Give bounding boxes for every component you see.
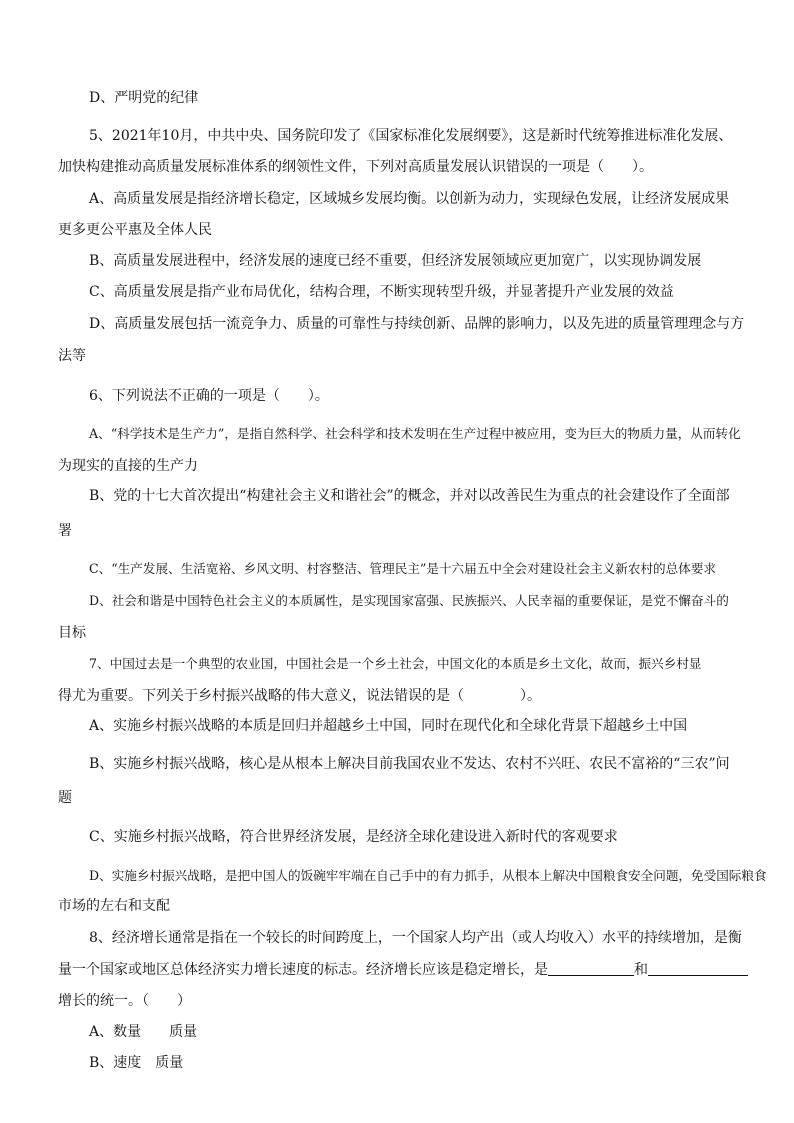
- q8-stem-line1: 8、经济增长通常是指在一个较长的时间跨度上，一个国家人均产出（或人均收入）水平的持续增加，是衡: [89, 930, 742, 946]
- q8-stem-line3: 增长的统一。（ ）: [58, 993, 191, 1009]
- q5-stem-line1: 5、2021年10月，中共中央、国务院印发了《国家标准化发展纲要》，这是新时代统筹推进标准化发展、: [89, 128, 733, 144]
- q7-option-c: C、实施乡村振兴战略，符合世界经济发展，是经济全球化建设进入新时代的客观要求: [89, 829, 618, 845]
- answer-blank-1: [548, 961, 634, 976]
- q8-option-a: [89, 1022, 197, 1042]
- q7-option-b-line1: B、实施乡村振兴战略，核心是从根本上解决目前我国农业不发达、农村不兴旺、农民不富裕的“三农”问: [89, 756, 730, 772]
- q5-option-c: C、高质量发展是指产业布局优化，结构合理，不断实现转型升级，并显著提升产业发展的效益: [89, 284, 674, 300]
- q5-option-a-line2: 更多更公平惠及全体人民: [58, 222, 212, 238]
- q8-option-a-value: 质量: [169, 1024, 198, 1040]
- q5-option-a-line1: A、高质量发展是指经济增长稳定，区域城乡发展均衡。以创新为动力，实现绿色发展，让经济发展成果: [89, 191, 730, 207]
- q5-option-b: B、高质量发展进程中，经济发展的速度已经不重要，但经济发展领域应更加宽广，以实现协调发展: [89, 253, 702, 269]
- q6-option-c: C、“生产发展、生活宽裕、乡风文明、村容整洁、管理民主”是十六届五中全会对建设社会主义新农村的总体要求: [89, 561, 717, 576]
- q8-stem-line2-text: 量一个国家或地区总体经济实力增长速度的标志。经济增长应该是稳定增长，是: [58, 962, 548, 978]
- q7-stem-line2: 得尤为重要。下列关于乡村振兴战略的伟大意义，说法错误的是（ ）。: [58, 688, 541, 704]
- answer-blank-2: [648, 961, 748, 976]
- q5-option-d-line1: D、高质量发展包括一流竞争力、质量的可靠性与持续创新、品牌的影响力，以及先进的质量管理理念与方: [89, 316, 745, 332]
- q6-stem: 6、下列说法不正确的一项是（ ）。: [89, 388, 329, 404]
- q8-option-b-label: B、速度: [89, 1055, 142, 1071]
- q8-stem-line2: [58, 960, 748, 980]
- q7-option-b-line2: 题: [58, 790, 72, 806]
- q5-stem-line2: 加快构建推动高质量发展标准体系的纲领性文件，下列对高质量发展认识错误的一项是（ ）。: [58, 159, 653, 175]
- q6-option-a-line1: A、“科学技术是生产力”，是指自然科学、社会科学和技术发明在生产过程中被应用，变为巨大的物质力量，从而转化: [89, 426, 741, 441]
- q8-option-b-value: 质量: [155, 1055, 184, 1071]
- q4-option-d: D、严明党的纪律: [89, 90, 199, 106]
- q8-stem-line2-and: 和: [634, 962, 648, 978]
- q6-option-b-line2: 署: [58, 523, 72, 539]
- q7-option-d-line2: 市场的左右和支配: [58, 898, 170, 914]
- q5-option-d-line2: 法等: [58, 348, 86, 364]
- q6-option-d-line1: D、社会和谐是中国特色社会主义的本质属性，是实现国家富强、民族振兴、人民幸福的重要保证，是党不懈奋斗的: [89, 593, 729, 608]
- q8-option-b: [89, 1053, 183, 1073]
- q7-option-d-line1: D、实施乡村振兴战略，是把中国人的饭碗牢牢端在自己手中的有力抓手，从根本上解决中国粮食安全问题，免受国际粮食: [89, 868, 767, 883]
- q6-option-d-line2: 目标: [58, 625, 86, 641]
- q7-stem-line1: 7、中国过去是一个典型的农业国，中国社会是一个乡土社会，中国文化的本质是乡土文化，故而，振兴乡村显: [89, 656, 702, 671]
- q7-option-a: A、实施乡村振兴战略的本质是回归并超越乡土中国，同时在现代化和全球化背景下超越乡土中国: [89, 718, 688, 734]
- q6-option-a-line2: 为现实的直接的生产力: [58, 458, 198, 474]
- q6-option-b-line1: B、党的十七大首次提出“构建社会主义和谐社会”的概念，并对以改善民生为重点的社会建设作了全面部: [89, 488, 730, 504]
- q8-option-a-label: A、数量: [89, 1024, 142, 1040]
